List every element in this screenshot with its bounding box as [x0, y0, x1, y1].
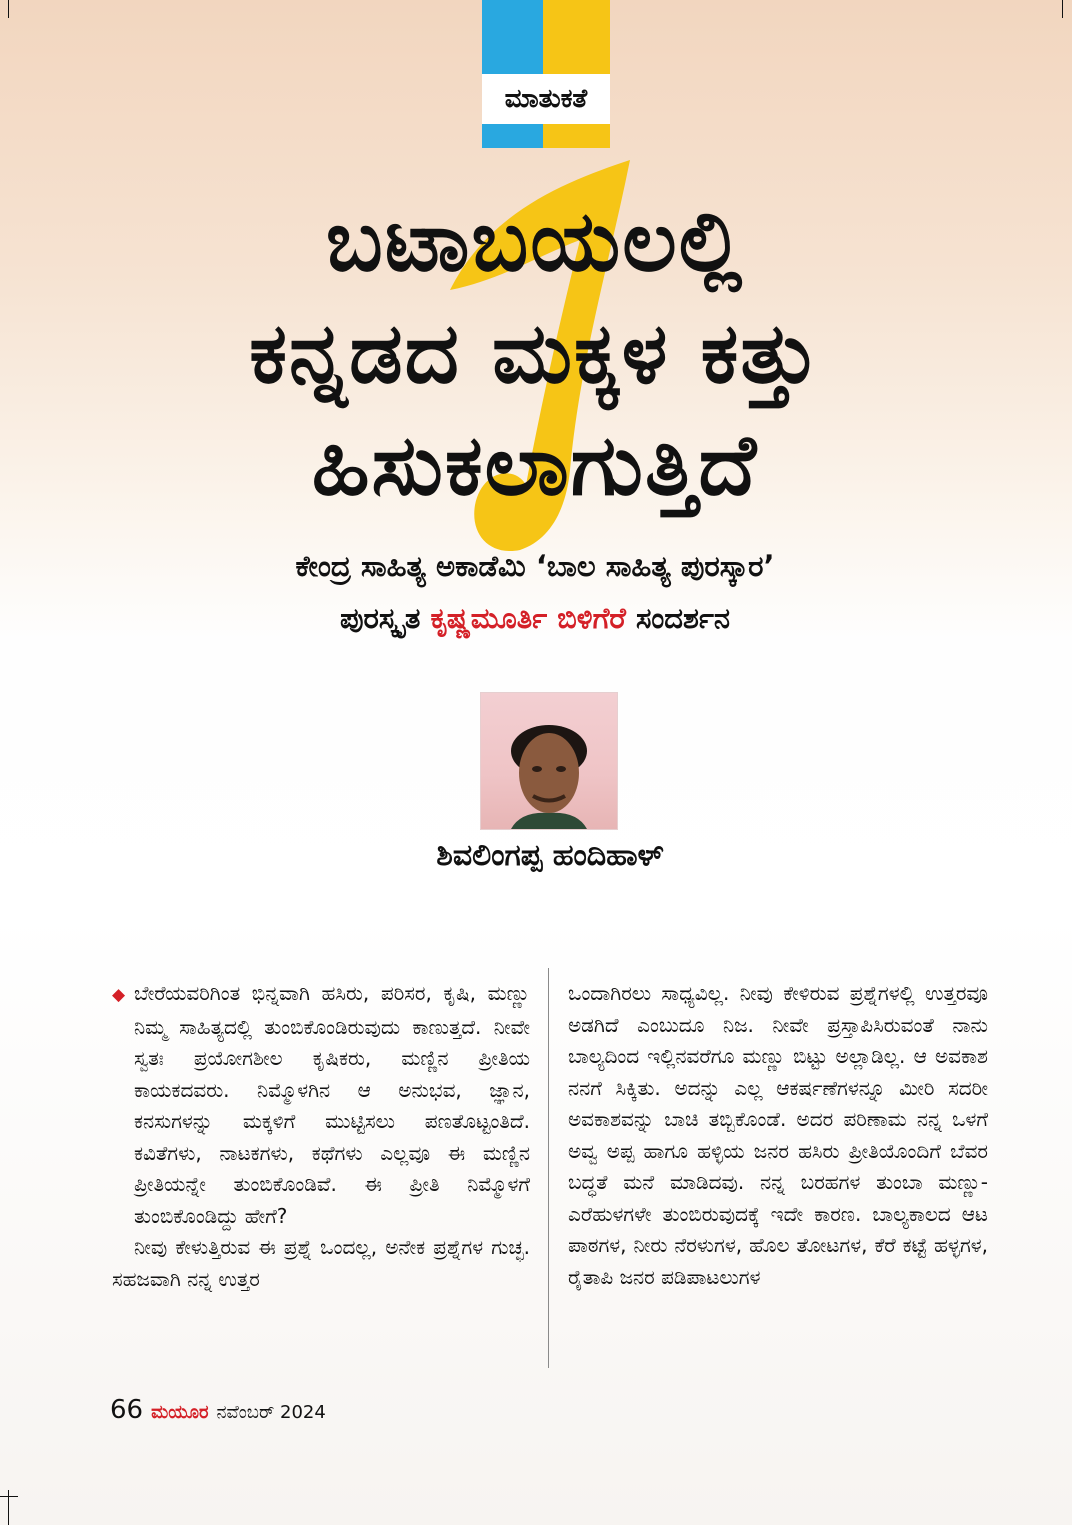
headline-line-3: ಹಿಸುಕಲಾಗುತ್ತಿದೆ	[311, 416, 759, 514]
crop-mark	[0, 1496, 18, 1497]
column-divider	[548, 968, 549, 1368]
subtitle	[120, 540, 950, 644]
headline-line-1: ಬಟಾಬಯಲಲ್ಲಿ	[325, 192, 745, 290]
interviewee-name: ಕೃಷ್ಣಮೂರ್ತಿ ಬಿಳಿಗೆರೆ	[430, 601, 626, 635]
answer-paragraph-start: ನೀವು ಕೇಳುತ್ತಿರುವ ಈ ಪ್ರಶ್ನೆ ಒಂದಲ್ಲ, ಅನೇಕ ಪ್ರಶ್ನೆಗಳ ಗುಚ್ಛ. ಸಹಜವಾಗಿ ನನ್ನ ಉತ್ತರ	[112, 1235, 530, 1291]
page-number: 66	[110, 1395, 144, 1425]
question-text: ಪರಿಸರ, ಕೃಷಿ, ಮಣ್ಣು ನಿಮ್ಮ ಸಾಹಿತ್ಯದಲ್ಲಿ ತುಂಬಿಕೊಂಡಿರುವುದು ಕಾಣುತ್ತದೆ. ನೀವೇ ಸ್ವತಃ ಪ್ರಯೋಗಶೀಲ ಕೃಷಿಕರು, ಮಣ್ಣಿನ ಪ್ರೀತಿಯ ಕಾಯಕದವರು. ನಿಮ್ಮೊಳಗಿನ ಆ ಅನುಭವ, ಜ್ಞಾನ, ಕನಸುಗಳನ್ನು ಮಕ್ಕಳಿಗೆ ಮುಟ್ಟಿಸಲು ಪಣತೊಟ್ಟಂತಿದೆ. ಕವಿತೆಗಳು, ನಾಟಕಗಳು, ಕಥೆಗಳು ಎಲ್ಲವೂ ಈ ಮಣ್ಣಿನ ಪ್ರೀತಿಯನ್ನೇ ತುಂಬಿಕೊಂಡಿವೆ. ಈ ಪ್ರೀತಿ ನಿಮ್ಮೊಳಗೆ ತುಂಬಿಕೊಂಡಿದ್ದು ಹೇಗೆ?	[134, 981, 530, 1228]
author-portrait-illustration	[481, 693, 617, 829]
subtitle-suffix: ಸಂದರ್ಶನ	[625, 601, 731, 635]
diamond-bullet-icon: ◆	[112, 985, 126, 1005]
headline-line-2: ಕನ್ನಡದ ಮಕ್ಕಳ ಕತ್ತು	[249, 304, 821, 402]
author-photo	[480, 692, 618, 830]
question-first-line: ಬೇರೆಯವರಿಗಿಂತ ಭಿನ್ನವಾಗಿ ಹಸಿರು,	[134, 981, 370, 1005]
subtitle-line-1: ಕೇಂದ್ರ ಸಾಹಿತ್ಯ ಅಕಾಡೆಮಿ ‘ಬಾಲ ಸಾಹಿತ್ಯ ಪುರಸ್ಕಾರ’	[295, 549, 775, 583]
article-column-left	[112, 978, 530, 1295]
issue-date: ನವೆಂಬರ್ 2024	[216, 1402, 326, 1423]
byline-author: ಶಿವಲಿಂಗಪ್ಪ ಹಂದಿಹಾಳ್	[436, 838, 664, 873]
subtitle-line-2	[120, 592, 950, 644]
crop-mark	[8, 0, 9, 18]
section-label: ಮಾತುಕತೆ	[482, 74, 610, 124]
answer-paragraph-continued: ಒಂದಾಗಿರಲು ಸಾಧ್ಯವಿಲ್ಲ. ನೀವು ಕೇಳಿರುವ ಪ್ರಶ್ನೆಗಳಲ್ಲಿ ಉತ್ತರವೂ ಅಡಗಿದೆ ಎಂಬುದೂ ನಿಜ. ನೀವೇ ಪ್ರಸ್ತಾಪಿಸಿರುವಂತೆ ನಾನು ಬಾಲ್ಯದಿಂದ ಇಲ್ಲಿನವರೆಗೂ ಮಣ್ಣು ಬಿಟ್ಟು ಅಲ್ಲಾಡಿಲ್ಲ. ಆ ಅವಕಾಶ ನನಗೆ ಸಿಕ್ಕಿತು. ಅದನ್ನು ಎಲ್ಲ ಆಕರ್ಷಣೆಗಳನ್ನೂ ಮೀರಿ ಸದರೀ ಅವಕಾಶವನ್ನು ಬಾಚಿ ತಬ್ಬಿಕೊಂಡೆ. ಅದರ ಪರಿಣಾಮ ನನ್ನ ಒಳಗೆ ಅವ್ವ ಅಪ್ಪ ಹಾಗೂ ಹಳ್ಳಿಯ ಜನರ ಹಸಿರು ಪ್ರೀತಿಯೊಂದಿಗೆ ಬೆವರ ಬದ್ಧತೆ ಮನೆ ಮಾಡಿದವು. ನನ್ನ ಬರಹಗಳ ತುಂಬಾ ಮಣ್ಣು-ಎರೆಹುಳಗಳೇ ತುಂಬಿರುವುದಕ್ಕೆ ಇದೇ ಕಾರಣ. ಬಾಲ್ಯಕಾಲದ ಆಟ ಪಾಠಗಳ, ನೀರು ನೆರಳುಗಳ, ಹೊಲ ತೋಟಗಳ, ಕೆರೆ ಕಟ್ಟೆ ಹಳ್ಳಗಳ, ರೈತಾಪಿ ಜನರ ಪಡಿಪಾಟಲುಗಳ	[568, 981, 988, 1289]
subtitle-prefix: ಪುರಸ್ಕೃತ	[339, 601, 431, 635]
page-footer	[110, 1395, 326, 1425]
magazine-brand: ಮಯೂರ	[151, 1402, 209, 1423]
question-paragraph	[112, 978, 530, 1232]
crop-mark	[1062, 0, 1063, 18]
article-column-right	[568, 978, 988, 1293]
headline	[60, 185, 1010, 521]
section-band	[482, 0, 610, 148]
